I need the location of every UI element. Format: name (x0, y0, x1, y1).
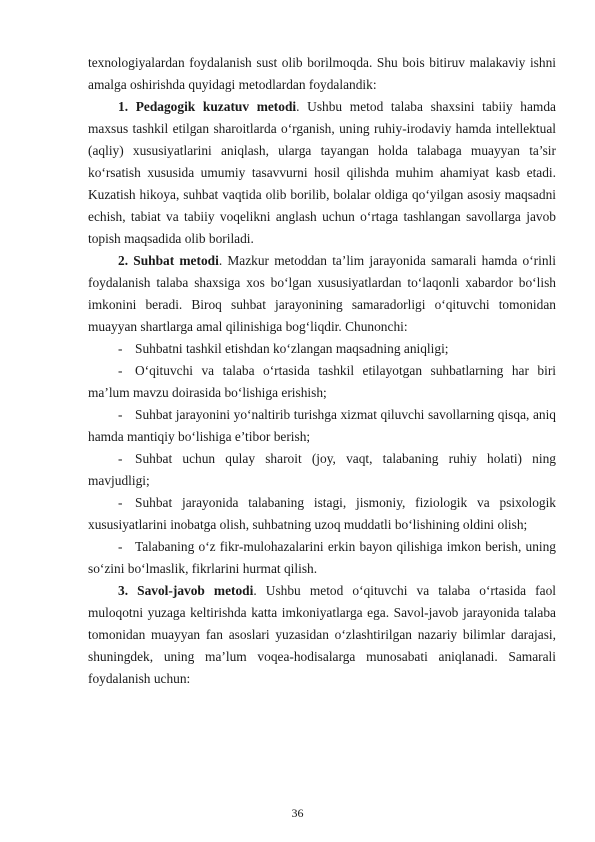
method-3-text: . Ushbu metod o‘qituvchi va talaba o‘rtasida faol muloqotni yuzaga keltirishda katta imkoniyatlarga ega. Savol-javob jarayonida talaba tomonidan muayyan fan asoslari yuzasidan o‘zlashtirilgan nazariy bilimlar darajasi, shuningdek, uning ma’lum voqea-hodisalarga munosabati aniqlanadi. Samarali foydalanish uchun: (88, 583, 557, 686)
list-item-text: Suhbatni tashkil etishdan ko‘zlangan maqsadning aniqligi; (135, 341, 449, 356)
page-number: 36 (291, 806, 304, 820)
list-item-text: Suhbat uchun qulay sharoit (joy, vaqt, talabaning ruhiy holati) ning mavjudligi; (88, 451, 556, 488)
method-3-number: 3. (118, 583, 129, 598)
list-item (88, 536, 556, 580)
list-item (88, 448, 556, 492)
list-item (88, 338, 556, 360)
list-item-text: Suhbat jarayonini yo‘naltirib turishga xizmat qiluvchi savollarning qisqa, aniq hamda mantiqiy bo‘lishiga e’tibor berish; (88, 407, 556, 444)
dash-marker: - (118, 341, 123, 356)
method-1-paragraph (88, 96, 556, 250)
list-item-text: Talabaning o‘z fikr-mulohazalarini erkin bayon qilishiga imkon berish, uning so‘zini bo‘lmaslik, fikrlarini hurmat qilish. (88, 539, 556, 576)
list-item-text: Suhbat jarayonida talabaning istagi, jismoniy, fiziologik va psixologik xususiyatlarini inobatga olish, suhbatning uzoq muddatli bo‘lishining oldini olish; (88, 495, 556, 532)
dash-marker: - (118, 451, 123, 466)
method-2-paragraph (88, 250, 556, 338)
list-item (88, 492, 556, 536)
method-2-term: Suhbat metodi (133, 253, 219, 268)
method-3-paragraph (88, 580, 556, 690)
method-3-term: Savol-javob metodi (137, 583, 254, 598)
method-2-number: 2. (118, 253, 129, 268)
dash-marker: - (118, 363, 123, 378)
list-item-text: O‘qituvchi va talaba o‘rtasida tashkil etilayotgan suhbatlarning har biri ma’lum mavzu doirasida bo‘lishiga erishish; (88, 363, 556, 400)
list-item (88, 404, 556, 448)
method-2-text: . Mazkur metoddan ta’lim jarayonida samarali hamda o‘rinli foydalanish talaba shaxsiga xos bo‘lgan xususiyatlardan to‘laqonli xabardor bo‘lish imkonini beradi. Biroq suhbat jarayonining samaradorligi o‘qituvchi tomonidan muayyan shartlarga amal qilinishiga bog‘liqdir. Chunonchi: (88, 253, 556, 334)
dash-marker: - (118, 495, 123, 510)
document-body (88, 52, 556, 690)
method-1-number: 1. (118, 99, 129, 114)
dash-marker: - (118, 407, 123, 422)
intro-paragraph: texnologiyalardan foydalanish sust olib borilmoqda. Shu bois bitiruv malakaviy ishni amalga oshirishda quyidagi metodlardan foydalandik: (88, 55, 556, 92)
dash-marker: - (118, 539, 123, 554)
method-1-text: . Ushbu metod talaba shaxsini tabiiy hamda maxsus tashkil etilgan sharoitlarda o‘rganish, uning ruhiy-irodaviy hamda intellektual (aqliy) xususiyatlarini aniqlash, ularga tayangan holda talabaga muayyan ta’sir ko‘rsatish xususida umumiy tasavvurni hosil qilishda muhim ahamiyat kasb etadi. Kuzatish hikoya, suhbat vaqtida olib borilib, bolalar oldiga qo‘yilgan asosiy maqsadni echish, tabiat va tabiiy voqelikni anglash uchun o‘rtaga tashlangan savollarga javob topish maqsadida olib boriladi. (88, 99, 556, 246)
method-1-term: Pedagogik kuzatuv metodi (135, 99, 297, 114)
list-item (88, 360, 556, 404)
